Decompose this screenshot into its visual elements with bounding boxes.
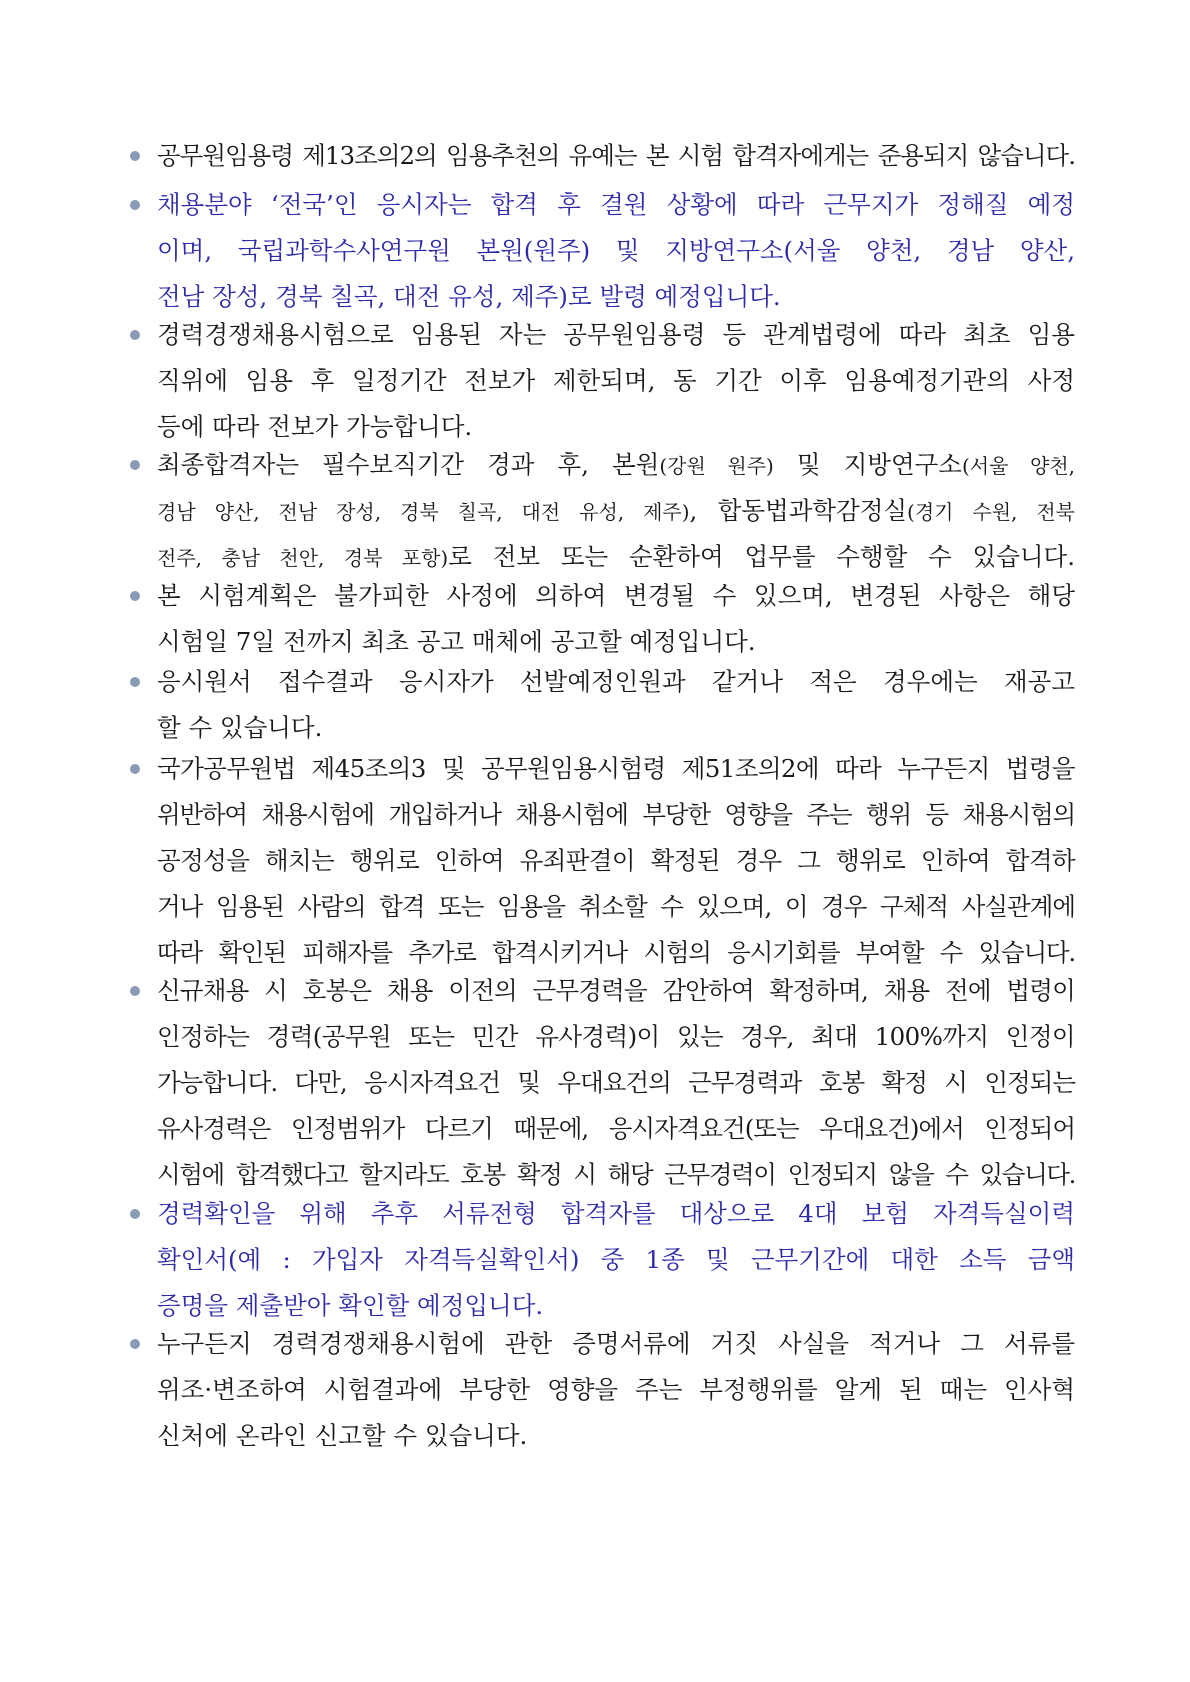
notice-text: 최종합격자는 필수보직기간 경과 후, 본원 [157, 450, 660, 479]
notice-note: (경기 수원, 전북 [907, 500, 1075, 524]
bullet-icon [130, 151, 140, 161]
notice-line: 유사경력은 인정범위가 다르기 때문에, 응시자격요건(또는 우대요건)에서 인정되어 [157, 1114, 1075, 1143]
notice-line: 응시원서 접수결과 응시자가 선발예정인원과 같거나 적은 경우에는 재공고 [157, 667, 1075, 696]
notice-line [157, 489, 1075, 533]
notice-note: 경남 양산, 전남 장성, 경북 칠곡, 대전 유성, 제주) [157, 500, 690, 524]
notice-line: 인정하는 경력(공무원 또는 민간 유사경력)이 있는 경우, 최대 100%까지 인정이 [157, 1022, 1075, 1051]
notice-note: (강원 원주) [659, 454, 774, 478]
bullet-icon [130, 1209, 140, 1219]
bullet-icon [130, 1339, 140, 1349]
bullet-icon [130, 591, 140, 601]
notice-line: 본 시험계획은 불가피한 사정에 의하여 변경될 수 있으며, 변경된 사항은 해당 [157, 581, 1075, 610]
notice-line: 국가공무원법 제45조의3 및 공무원임용시험령 제51조의2에 따라 누구든지 법령을 [157, 754, 1075, 783]
bullet-icon [130, 677, 140, 687]
notice-text: 로 전보 또는 순환하여 업무를 수행할 수 있습니다. [448, 542, 1075, 571]
notice-line [157, 443, 1075, 487]
notice-line: 채용분야 ‘전국’인 응시자는 합격 후 결원 상황에 따라 근무지가 정해질 예정 [157, 190, 1075, 219]
notice-line: 이며, 국립과학수사연구원 본원(원주) 및 지방연구소(서울 양천, 경남 양산, [157, 236, 1075, 265]
notice-line [157, 535, 1075, 579]
notice-line: 신규채용 시 호봉은 채용 이전의 근무경력을 감안하여 확정하며, 채용 전에 법령이 [157, 976, 1075, 1005]
notice-line: 위조·변조하여 시험결과에 부당한 영향을 주는 부정행위를 알게 된 때는 인사혁 [157, 1375, 1075, 1404]
notice-line: 경력확인을 위해 추후 서류전형 합격자를 대상으로 4대 보험 자격득실이력 [157, 1199, 1075, 1228]
notice-line: 누구든지 경력경쟁채용시험에 관한 증명서류에 거짓 사실을 적거나 그 서류를 [157, 1329, 1075, 1358]
notice-line: 위반하여 채용시험에 개입하거나 채용시험에 부당한 영향을 주는 행위 등 채용시험의 [157, 800, 1075, 829]
notice-text: 및 지방연구소 [773, 450, 962, 479]
notice-line: 거나 임용된 사람의 합격 또는 임용을 취소할 수 있으며, 이 경우 구체적 사실관계에 [157, 892, 1075, 921]
notice-line: 공정성을 해치는 행위로 인하여 유죄판결이 확정된 경우 그 행위로 인하여 합격하 [157, 846, 1075, 875]
notice-line: 경력경쟁채용시험으로 임용된 자는 공무원임용령 등 관계법령에 따라 최초 임용 [157, 320, 1075, 349]
notice-line: 공무원임용령 제13조의2의 임용추천의 유예는 본 시험 합격자에게는 준용되지 않습니다. [157, 141, 1075, 170]
notice-line: 할 수 있습니다. [157, 713, 323, 742]
notice-note: 전주, 충남 천안, 경북 포항) [157, 546, 449, 570]
notice-note: (서울 양천, [961, 454, 1076, 478]
bullet-icon [130, 764, 140, 774]
notice-line: 확인서(예 : 가입자 자격득실확인서) 중 1종 및 근무기간에 대한 소득 금액 [157, 1245, 1075, 1274]
bullet-icon [130, 986, 140, 996]
notice-line: 시험일 7일 전까지 최초 공고 매체에 공고할 예정입니다. [157, 627, 756, 656]
bullet-icon [130, 200, 140, 210]
notice-line: 등에 따라 전보가 가능합니다. [157, 412, 473, 441]
notice-line: 증명을 제출받아 확인할 예정입니다. [157, 1291, 544, 1320]
notice-line: 전남 장성, 경북 칠곡, 대전 유성, 제주)로 발령 예정입니다. [157, 282, 781, 311]
notice-line: 신처에 온라인 신고할 수 있습니다. [157, 1421, 528, 1450]
notice-line: 따라 확인된 피해자를 추가로 합격시키거나 시험의 응시기회를 부여할 수 있습니다. [157, 938, 1075, 967]
bullet-icon [130, 330, 140, 340]
notice-line: 시험에 합격했다고 할지라도 호봉 확정 시 해당 근무경력이 인정되지 않을 수 있습니다. [157, 1160, 1075, 1189]
notice-text: , 합동법과학감정실 [689, 496, 908, 525]
notice-line: 직위에 임용 후 일정기간 전보가 제한되며, 동 기간 이후 임용예정기관의 사정 [157, 366, 1075, 395]
bullet-icon [130, 460, 140, 470]
notice-line: 가능합니다. 다만, 응시자격요건 및 우대요건의 근무경력과 호봉 확정 시 인정되는 [157, 1068, 1075, 1097]
